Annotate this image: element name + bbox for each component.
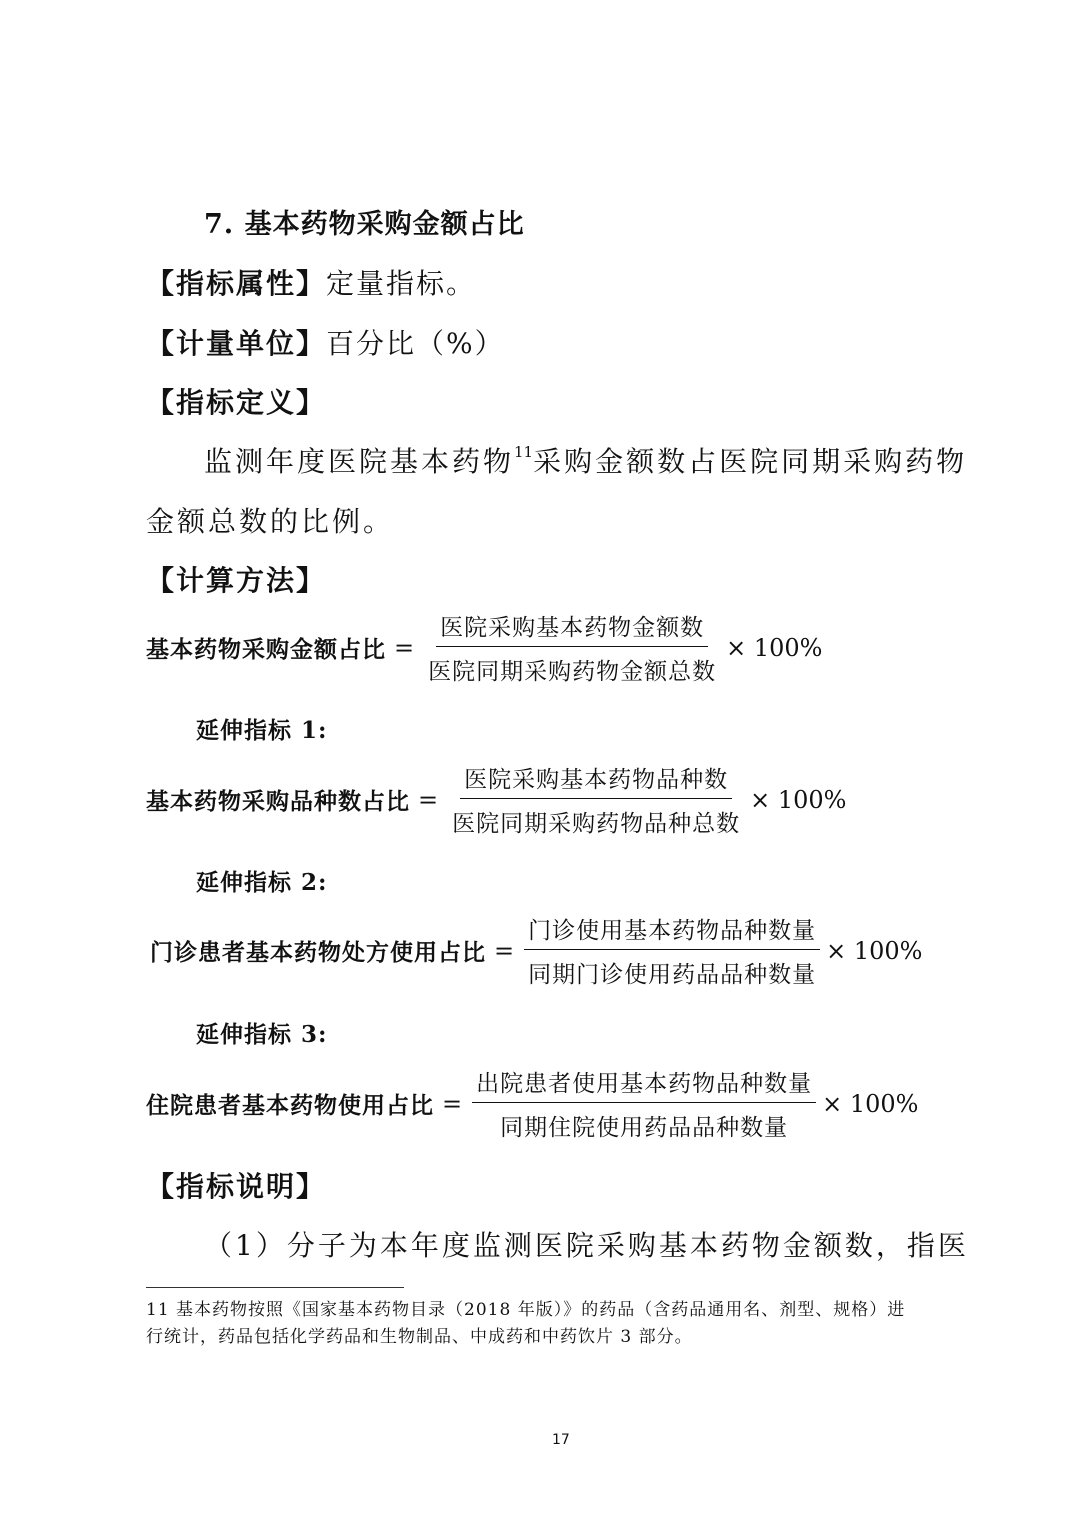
attribute-line (146, 262, 476, 302)
formula-main-lhs: 基本药物采购金额占比 (146, 636, 386, 663)
definition-paragraph-line1 (204, 440, 967, 480)
formula-extension-2-numerator: 门诊使用基本药物品种数量 (524, 912, 820, 950)
formula-extension-2 (150, 912, 922, 989)
definition-label: 【指标定义】 (146, 386, 327, 419)
unit-value: 百分比（%） (326, 327, 505, 360)
formula-extension-2-lhs: 门诊患者基本药物处方使用占比 (150, 939, 486, 966)
formula-extension-1-fraction (448, 761, 744, 838)
formula-extension-1-equals: = (418, 785, 439, 814)
unit-label: 【计量单位】 (146, 327, 327, 360)
formula-extension-2-fraction (524, 912, 820, 989)
formula-main-fraction (424, 609, 720, 686)
formula-extension-1 (146, 761, 846, 838)
formula-extension-3-fraction (472, 1065, 816, 1142)
formula-extension-1-lhs: 基本药物采购品种数占比 (146, 788, 410, 815)
formula-extension-1-multiplier: × 100% (750, 785, 847, 814)
formula-extension-3-lhs: 住院患者基本药物使用占比 (146, 1092, 434, 1119)
footnote-divider (146, 1287, 404, 1288)
footnote-line1: 11 基本药物按照《国家基本药物目录（2018 年版）》的药品（含药品通用名、剂型、规格）进 (146, 1300, 906, 1320)
extension-2-label: 延伸指标 2: (196, 869, 328, 896)
formula-main-multiplier: × 100% (726, 633, 823, 662)
formula-extension-3-denominator: 同期住院使用药品品种数量 (500, 1115, 789, 1141)
formula-extension-3-numerator: 出院患者使用基本药物品种数量 (472, 1065, 816, 1103)
footnote-line2: 行统计，药品包括化学药品和生物制品、中成药和中药饮片 3 部分。 (146, 1327, 693, 1347)
attribute-value: 定量指标。 (326, 267, 477, 300)
attribute-label: 【指标属性】 (146, 267, 327, 300)
definition-text-before: 监测年度医院基本药物 (204, 445, 515, 478)
definition-paragraph-line2: 金额总数的比例。 (146, 505, 395, 538)
formula-extension-3-multiplier: × 100% (822, 1089, 919, 1118)
formula-main-denominator: 医院同期采购药物金额总数 (428, 659, 717, 685)
formula-extension-1-denominator: 医院同期采购药物品种总数 (452, 811, 741, 837)
formula-main-equals: = (394, 633, 415, 662)
calculation-label: 【计算方法】 (146, 564, 327, 597)
unit-line (146, 322, 505, 362)
extension-1-label: 延伸指标 1: (196, 717, 328, 744)
formula-main-numerator: 医院采购基本药物金额数 (436, 609, 708, 647)
explanation-label: 【指标说明】 (146, 1170, 327, 1203)
footnote-reference[interactable]: 11 (514, 442, 534, 461)
extension-3-label: 延伸指标 3: (196, 1021, 328, 1048)
explanation-paragraph: （1）分子为本年度监测医院采购基本药物金额数，指医 (204, 1229, 969, 1262)
formula-extension-1-numerator: 医院采购基本药物品种数 (460, 761, 732, 799)
page-number: 17 (552, 1432, 570, 1448)
formula-extension-3-equals: = (442, 1089, 463, 1118)
formula-extension-3 (146, 1065, 918, 1142)
section-title: 7. 基本药物采购金额占比 (204, 209, 525, 240)
formula-extension-2-denominator: 同期门诊使用药品品种数量 (528, 962, 817, 988)
formula-extension-2-multiplier: × 100% (826, 936, 923, 965)
formula-main (146, 609, 822, 686)
formula-extension-2-equals: = (494, 936, 515, 965)
definition-text-after: 采购金额数占医院同期采购药物 (533, 445, 968, 478)
